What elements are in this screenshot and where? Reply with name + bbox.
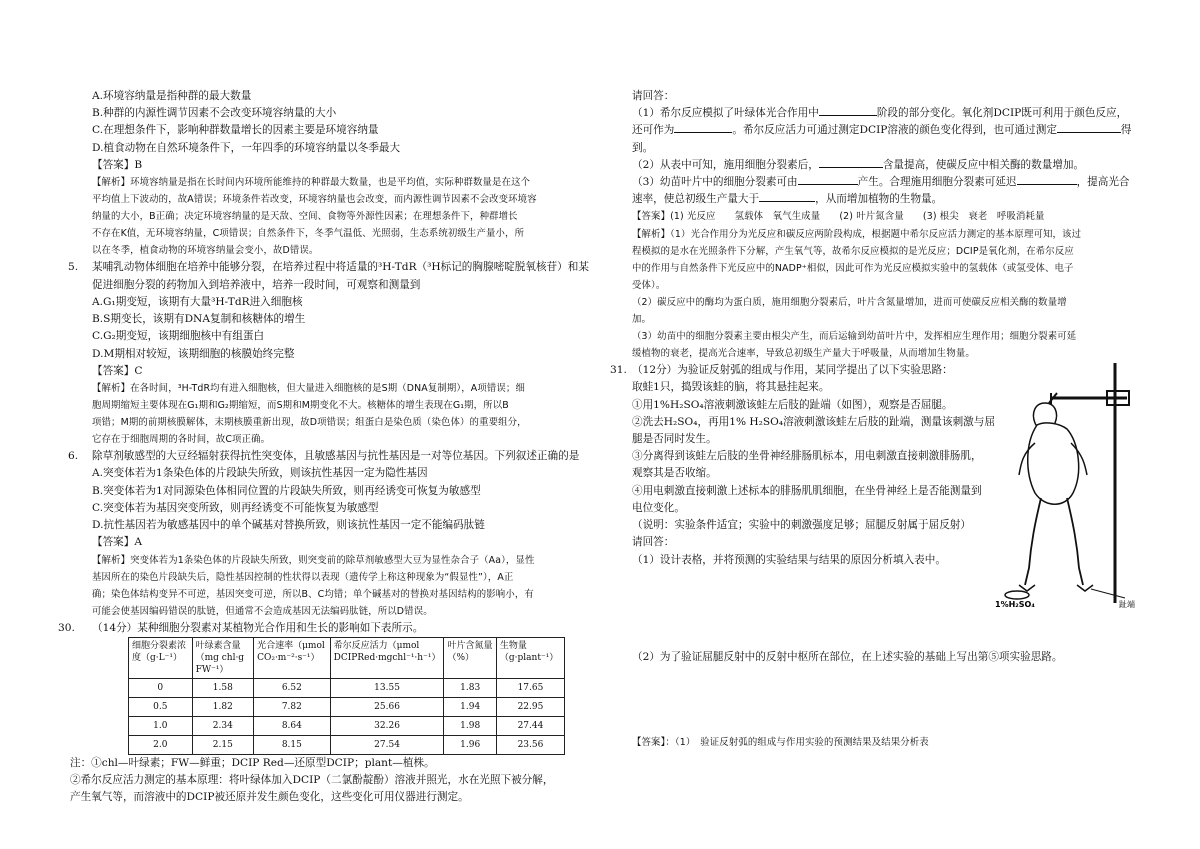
cytokinin-table	[128, 637, 565, 755]
right-column	[610, 88, 1150, 751]
q30-sub1-cont	[610, 122, 1150, 139]
table-header-cell: 叶片含氮量（%）	[444, 638, 496, 679]
q4-analysis-line: 纳量的大小，B正确；决定环境容纳量的是天敌、空间、食物等外源性因素；在理想条件下，种群增长	[92, 211, 518, 223]
q30-sub3-cont	[610, 191, 1150, 208]
q31-stem-text: （12分）为验证反射弧的组成与作用，某同学提出了以下实验思路：	[632, 364, 953, 377]
beaker	[1005, 591, 1029, 599]
q5-analysis-line: 项错；M期的前期核膜解体，末期核膜重新出现，故D项错误；组蛋白是染色质（染色体）的重要组分，	[92, 417, 527, 429]
q30-sub3-text: 产生。合理施用细胞分裂素可延迟	[857, 176, 1017, 189]
q30-sub1-text: （1）希尔反应模拟了叶绿体光合作用中	[632, 107, 819, 120]
q5-option-d: D.M期相对较短，该期细胞的核膜始终完整	[92, 347, 295, 360]
q30-stem-line	[58, 620, 600, 637]
table-note-2-line: 产生氧气等，而溶液中的DCIP被还原并发生颜色变化，这些变化可用仪器进行测定。	[70, 791, 469, 804]
q30-sub3-text: （3）幼苗叶片中的细胞分裂素可由	[632, 176, 798, 189]
q4-analysis-line: 不存在K值，无环境容纳量，C项错误；自然条件下，冬季气温低、光照弱，生态系统初级生产量小，所	[92, 228, 525, 240]
table-cell: 13.55	[330, 679, 444, 698]
q31-answer: 【答案】：（1） 验证反射弧的组成与作用实验的预测结果及结果分析表	[632, 736, 929, 748]
frog-left-hind-leg	[1025, 498, 1041, 585]
table-cell: 32.26	[330, 717, 444, 736]
q5-answer: 【答案】C	[92, 364, 143, 377]
q5-analysis-line: 它存在于细胞周期的各时间，故C项正确。	[92, 434, 271, 446]
q31-steps	[610, 379, 1007, 568]
q5-option-b: B.S期变长，该期有DNA复制和核糖体的增生	[92, 313, 306, 326]
q30-number: 30.	[58, 621, 75, 634]
q6-analysis-line: 基因所在的染色片段缺失后，隐性基因控制的性状得以表现（遗传学上称这种现象为“假显性”），A正	[92, 571, 514, 583]
q30-sub1	[610, 105, 1150, 122]
table-cell: 17.65	[496, 679, 564, 698]
table-header-cell: 细胞分裂素浓度（g·L⁻¹）	[129, 638, 193, 679]
table-cell: 27.44	[496, 717, 564, 736]
frog-right-hind-leg	[1067, 498, 1083, 585]
q30-answer: 【答案】(1) 光反应 氢载体 氧气生成量 (2) 叶片氮含量 (3) 根尖 衰老 呼吸消耗量	[632, 211, 1045, 223]
q31-step: 取蛙1只，捣毁该蛙的脑，将其悬挂起来。	[632, 381, 830, 394]
q5-analysis-line: 胞周期缩短主要体现在G₁期和G₂期缩短，而S期和M期变化不大。核糖体的增生表现在G₁期，所以B	[92, 400, 509, 411]
q30-sub3	[610, 174, 1150, 191]
table-cell: 25.66	[330, 698, 444, 717]
table-row	[129, 717, 565, 736]
table-cell: 2.0	[129, 736, 193, 755]
table-cell: 7.82	[254, 698, 331, 717]
answer-blank[interactable]	[1017, 174, 1077, 185]
q31-step: ②洗去H₂SO₄，再用1% H₂SO₄溶液刺激该蛙左后肢的趾端，测量该刺激与屈	[632, 415, 995, 428]
q30-analysis-line: （2）碳反应中的酶均为蛋白质，施用细胞分裂素后，叶片含氮量增加，进而可使碳反应相关酶的数量增	[632, 296, 1067, 308]
table-cell: 1.94	[444, 698, 496, 717]
q30-stem-text: （14分）某种细胞分裂素对某植物光合作用和生长的影响如下表所示。	[92, 621, 424, 634]
q31-number: 31.	[610, 364, 627, 377]
q5-stem-text: 某哺乳动物体细胞在培养中能够分裂，在培养过程中将适量的³H-TdR（³H标记的胸腺嘧啶脱氧核苷）和某	[92, 261, 589, 274]
q31-step: ④用电刺激直接刺激上述标本的腓肠肌肌细胞，在坐骨神经上是否能测量到	[632, 484, 982, 497]
q6-answer: 【答案】A	[92, 536, 143, 549]
q31-step: （1）设计表格，并将预测的实验结果与结果的原因分析填入表中。	[632, 553, 946, 566]
q30-analysis-line: 受体）。	[632, 279, 666, 291]
table-header-cell: 光合速率（μmol CO₂·m⁻²·s⁻¹）	[254, 638, 331, 679]
q5-analysis	[70, 380, 600, 448]
q6-analysis-line: 【解析】突变体若为1条染色体的片段缺失所致，则突变前的除草剂敏感型大豆为显性杂合子（Aa），显性	[92, 554, 535, 566]
q30-analysis-line: 缓植物的衰老，提高光合速率，导致总初级生产量大于呼吸量，从而增加生物量。	[632, 348, 975, 360]
q30-sub2-text: （2）从表中可知，施用细胞分裂素后，	[632, 158, 819, 171]
q5-option-c: C.G₂期变短，该期细胞核中有组蛋白	[92, 330, 265, 343]
table-note-1: 注：①chl—叶绿素；FW—鲜重；DCIP Red—还原型DCIP；plant—植株。	[70, 757, 435, 770]
q30-sub1-text: 得	[1120, 124, 1132, 137]
q4-option-c: C.在理想条件下，影响种群数量增长的因素主要是环境容纳量	[92, 124, 379, 137]
table-header-row	[129, 638, 565, 679]
frog-feet	[1019, 585, 1093, 591]
table-cell: 0.5	[129, 698, 193, 717]
table-row	[129, 679, 565, 698]
q31-step: 观察其是否收缩。	[632, 467, 717, 480]
q31-sub2: （2）为了验证屈腿反射中的反射中枢所在部位，在上述实验的基础上写出第⑤项实验思路。	[632, 650, 1063, 663]
q4-option-a: A.环境容纳量是指种群的最大数量	[92, 90, 252, 102]
table-cell: 0	[129, 679, 193, 698]
table-cell: 6.52	[254, 679, 331, 698]
q31-step: 电位变化。	[632, 501, 685, 514]
q4-analysis-line: 以在冬季，植食动物的环境容纳量会变小，故D错误。	[92, 245, 319, 257]
solution-label: 1%H₂SO₄	[995, 600, 1035, 608]
q6-option-c: C.突变体若为基因突变所致，则再经诱变不可能恢复为敏感型	[92, 501, 379, 514]
q6-stem-text: 除草剂敏感型的大豆经辐射获得抗性突变体，且敏感基因与抗性基因是一对等位基因。下列叙述正确的是	[92, 450, 580, 463]
q30-sub3-text: 速率，使总初级生产量大于	[632, 193, 760, 206]
answer-blank[interactable]	[1057, 122, 1121, 133]
table-cell: 1.0	[129, 717, 193, 736]
table-cell: 1.58	[192, 679, 254, 698]
table-cell: 1.83	[444, 679, 496, 698]
q30-analysis-line: 中的作用与自然条件下光反应中的NADP⁺相似，因此可作为光反应模拟实验中的氢载体（或氢受体、电子	[632, 262, 1074, 274]
q30-analysis-line: 【解析】（1）光合作用分为光反应和碳反应两阶段构成，根据题中希尔反应活力测定的基本原理可知，该过	[632, 228, 1082, 240]
q5-stem-line	[70, 259, 600, 276]
q4-option-b: B.种群的内源性调节因素不会改变环境容纳量的大小	[92, 107, 337, 120]
table-cell: 2.34	[192, 717, 254, 736]
table-cell: 22.95	[496, 698, 564, 717]
q6-analysis-line: 可能会使基因编码错误的肽链，但通常不会造成基因无法编码肽链，所以D错误。	[92, 605, 433, 617]
q6-option-b: B.突变体若为1对同源染色体相同位置的片段缺失所致，则再经诱变可恢复为敏感型	[92, 484, 481, 497]
answer-blank[interactable]	[819, 157, 883, 168]
table-row	[129, 698, 565, 717]
q31-step: 请回答：	[632, 536, 675, 549]
q5-option-a: A.G₁期变短，该期有大量³H-TdR进入细胞核	[92, 295, 303, 308]
q6-option-a: A.突变体若为1条染色体的片段缺失所致，则该抗性基因一定为隐性基因	[92, 467, 428, 480]
table-note-2-line: ②希尔反应活力测定的基本原理：将叶绿体加入DCIP（二氯酚靛酚）溶液并照光，水在光照下被分解，	[70, 774, 554, 787]
frog-figure	[995, 363, 1145, 608]
table-cell: 2.15	[192, 736, 254, 755]
table-cell: 1.82	[192, 698, 254, 717]
q6-option-d: D.抗性基因若为敏感基因中的单个碱基对替换所致，则该抗性基因一定不能编码肽链	[92, 519, 485, 532]
q4-analysis-line: 平均值上下波动的，故A错误；环境条件若改变，环境容纳量也会改变，而内源性调节因素不会改变环境容	[92, 194, 537, 206]
table-header-cell: 叶绿素含量（mg chl·g FW⁻¹）	[192, 638, 254, 679]
q30-analysis-line: （3）幼苗中的细胞分裂素主要由根尖产生，而后运输到幼苗叶片中，发挥相应生理作用；细胞分裂素可延	[632, 331, 1077, 343]
q30-sub3-text: ，从而增加植物的生物量。	[815, 193, 943, 206]
q31-step: ①用1%H₂SO₄溶液刺激该蛙左后肢的趾端（如图），观察是否屈腿。	[632, 398, 953, 411]
answer-blank[interactable]	[674, 122, 732, 133]
table-cell: 23.56	[496, 736, 564, 755]
q31-step: 腿是否同时发生。	[632, 433, 717, 446]
q4-analysis	[70, 174, 600, 259]
answer-blank[interactable]	[819, 105, 877, 116]
left-column	[58, 88, 600, 807]
q30-sub1-end: 到。	[632, 141, 654, 154]
q30-sub3-text: ，提高光合	[1076, 176, 1130, 189]
table-cell: 8.15	[254, 736, 331, 755]
q6-stem-line	[70, 448, 600, 465]
pointer-line	[1091, 589, 1125, 598]
q30-analysis-line: 程模拟的是水在光照条件下分解，产生氧气等，故希尔反应模拟的是光反应；DCIP是氧化剂，在希尔反应	[632, 245, 1074, 257]
table-cell: 1.96	[444, 736, 496, 755]
table-row	[129, 736, 565, 755]
q6-analysis-line: 确；染色体结构变异不可逆，基因突变可逆，所以B、C均错；单个碱基对的替换对基因结构的影响小，有	[92, 588, 534, 600]
q31-step: ③分离得到该蛙左后肢的坐骨神经腓肠肌标本，用电刺激直接刺激腓肠肌，	[632, 450, 982, 463]
q30-sub2-text: 含量提高，使碳反应中相关酶的数量增加。	[882, 158, 1085, 171]
table-header-cell: 希尔反应活力（μmol DCIPRed·mgchl⁻¹·h⁻¹）	[330, 638, 444, 679]
q6-analysis	[70, 552, 600, 620]
q30-sub1-text: 还可作为	[632, 124, 675, 137]
q30-sub1-text: 阶段的部分变化。氧化剂DCIP既可利用于颜色反应，	[876, 107, 1128, 120]
q31-step: （说明：实验条件适宜；实验中的刺激强度足够；屈腿反射属于屈反射）	[632, 519, 971, 532]
table-cell: 1.98	[444, 717, 496, 736]
q30-analysis	[610, 226, 1150, 363]
answer-blank[interactable]	[798, 174, 858, 185]
q4-answer: 【答案】B	[92, 158, 143, 171]
q30-sub1-text: 。希尔反应活力可通过测定DCIP溶液的颜色变化得到，也可通过测定	[732, 124, 1057, 137]
frog-body	[1028, 423, 1079, 504]
q5-analysis-line: 【解析】在各时间，³H-TdR均有进入细胞核，但大量进入细胞核的是S期（DNA复制期），A项错误；细	[92, 382, 525, 394]
q5-number: 5.	[68, 261, 79, 274]
q30-sub2	[610, 157, 1150, 174]
answer-blank[interactable]	[759, 191, 815, 202]
q30-analysis-line: 加。	[632, 313, 652, 325]
table-header-cell: 生物量（g·plant⁻¹）	[496, 638, 564, 679]
q6-number: 6.	[68, 450, 79, 463]
stimulus-label: 趾端	[1119, 600, 1135, 608]
q4-analysis-line: 【解析】环境容纳量是指在长时间内环境所能维持的种群最大数量，也是平均值，实际种群数量是在这个	[92, 177, 531, 189]
table-cell: 8.64	[254, 717, 331, 736]
ask-label: 请回答：	[632, 90, 675, 102]
q5-stem-line: 促进细胞分裂的药物加入到培养液中，培养一段时间，可观察和测量到	[92, 278, 421, 291]
table-cell: 27.54	[330, 736, 444, 755]
q4-option-d: D.植食动物在自然环境条件下，一年四季的环境容纳量以冬季最大	[92, 141, 401, 154]
